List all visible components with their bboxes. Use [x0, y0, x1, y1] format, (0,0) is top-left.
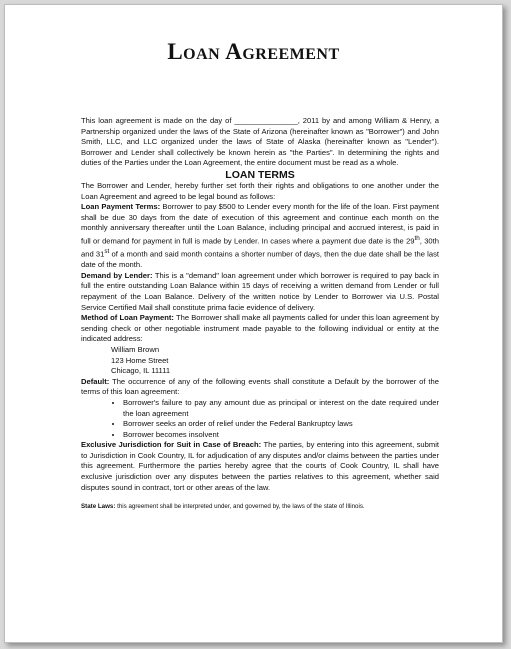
jurisdiction-text: The parties, by entering into this agreement, submit to Jurisdiction in Cook Country, IL for adjudication of any disputes and/or claims between the parties under this agreement. Furthermore the parties hereby agree that the courts of Cook Country, IL shall have exclusive jurisdiction over any disputes between the parties relatives to this agreement, whether said disputes sound in contract, tort or other areas of the law.	[81, 440, 440, 492]
superscript-st: st	[104, 248, 110, 256]
address-city: Chicago, IL 11111	[111, 366, 171, 376]
state-laws-label: State Laws:	[81, 503, 116, 511]
method-paragraph	[81, 313, 439, 345]
address-street: 123 Home Street	[111, 355, 169, 365]
method-label: Method of Loan Payment:	[81, 313, 174, 323]
state-laws-paragraph	[81, 502, 439, 513]
loan-payment-text-3: of a month and said month contains a shorter number of days, then the due date shall be the last date of the month.	[81, 249, 439, 270]
superscript-th: th	[414, 234, 420, 242]
default-list	[81, 398, 439, 440]
document-title: Loan Agreement	[167, 39, 340, 64]
address-name: William Brown	[111, 344, 160, 354]
document-body	[81, 116, 439, 513]
loan-payment-text-1: Borrower to pay $500 to Lender every month for the life of the loan. First payment shall be due 30 days from the date of execution of this agreement and continue each month on the monthly anniversary thereafter until the Loan Balance, including principal and accrued interest, is paid in full or demand for payment in full is made by Lender. In cases where a payment due date is the 29	[81, 202, 439, 246]
demand-text: This is a "demand" loan agreement under which borrower is required to pay back in full the entire outstanding Loan Balance within 15 days of receiving a written demand from Lender or full repayment of the Loan Balance. Delivery of the written notice by Lender to Borrower via U.S. Postal Service Certified Mail shall constitute prima facie evidence of delivery.	[81, 270, 440, 312]
loan-payment-label: Loan Payment Terms:	[81, 202, 161, 212]
demand-label: Demand by Lender:	[81, 270, 153, 280]
default-paragraph	[81, 377, 439, 398]
list-item: • Borrower seeks an order of relief under the Federal Bankruptcy laws	[123, 419, 439, 430]
loan-terms-heading: LOAN TERMS	[225, 168, 295, 181]
method-text: The Borrower shall make all payments called for under this loan agreement by sending check or other negotiable instrument made payable to the following individual or entity at the indicated address:	[81, 313, 440, 344]
demand-paragraph	[81, 271, 439, 313]
jurisdiction-label: Exclusive Jurisdiction for Suit in Case of Breach:	[81, 440, 262, 450]
loan-payment-paragraph	[81, 202, 439, 271]
intro-paragraph: This loan agreement is made on the day of _______________, 2011 by and among William & Henry, a Partnership organized under the laws of the State of Arizona (hereinafter known as "Borrower") and John Smith, LLC, and LLC organized under the laws of State of Alaska (hereinafter known as "Lender"). Borrower and Lender shall collectively be known herein as "the Parties". In determining the rights and duties of the Parties under the Loan Agreement, the entire document must be read as a whole.	[81, 116, 439, 168]
loan-terms-intro: The Borrower and Lender, hereby further set forth their rights and obligations to one another under the Loan Agreement and agreed to be legal bound as follows:	[81, 180, 439, 201]
payment-address	[81, 345, 439, 377]
state-laws-text: this agreement shall be interpreted under, and governed by, the laws of the state of Illinois.	[115, 503, 365, 511]
default-label: Default:	[81, 376, 110, 386]
document-page	[4, 4, 503, 643]
list-item: • Borrower's failure to pay any amount due as principal or interest on the date required under the loan agreement	[123, 398, 439, 419]
loan-payment-text-2: , 30th and 31	[81, 236, 439, 259]
list-item: • Borrower becomes insolvent	[123, 430, 439, 441]
jurisdiction-paragraph	[81, 440, 439, 493]
default-text: The occurrence of any of the following events shall constitute a Default by the borrower of the terms of this loan agreement:	[81, 376, 439, 397]
